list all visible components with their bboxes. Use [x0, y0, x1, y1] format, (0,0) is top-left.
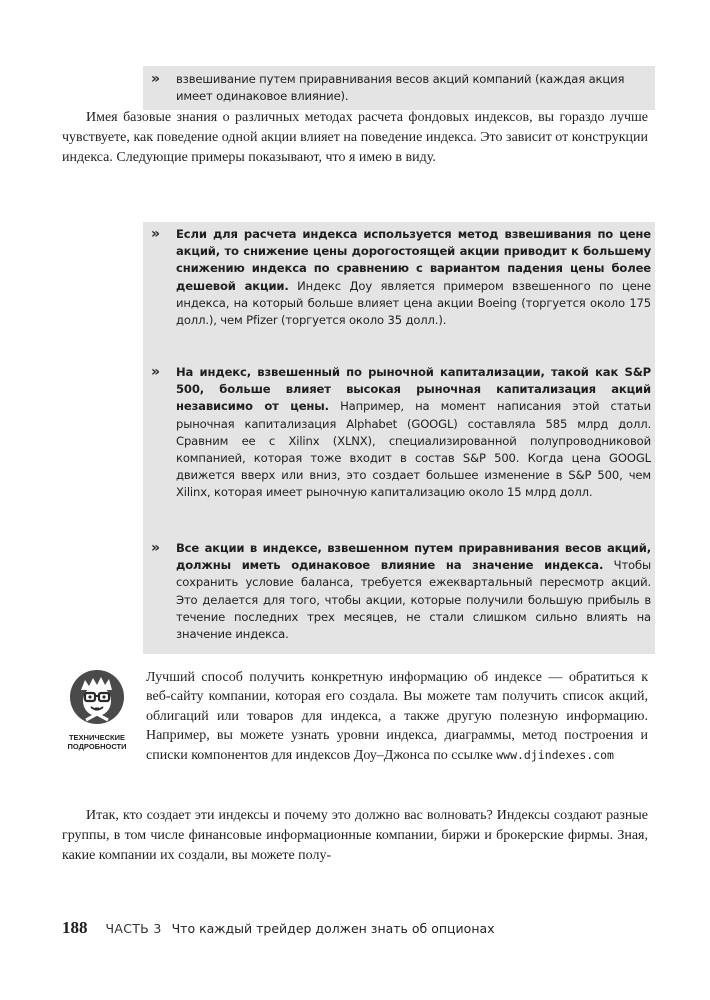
list-item-bold-lead: Если для расчета индекса используется метод взвешивания по цене акций, то снижение цены дорогостоящей акции приводит к большему снижению индекса по сравнению с вариантом падения цены более дешевой акции.: [176, 227, 651, 293]
list-item-bold-lead: Все акции в индексе, взвешенном путем приравнивания весов акций, должны иметь одинаковое влияние на значение индекса.: [176, 541, 651, 573]
list-item-body: Чтобы сохранить условие баланса, требуется ежеквартальный пересмотр акций. Это делается для того, чтобы акции, которые получили большую прибыль в течение последних трех месяцев, не стали слишком сильно влиять на значение индекса.: [176, 558, 652, 642]
bullet-marker: »: [151, 540, 161, 556]
list-item-bold-lead: На индекс, взвешенный по рыночной капитализации, такой как S&P 500, больше влияет высокая рыночная капитализация акций независимо от цены.: [176, 365, 651, 414]
list-item-text: [176, 364, 651, 502]
list-item: [143, 540, 651, 652]
chapter-title: Что каждый трейдер должен знать об опционах: [171, 921, 495, 936]
page-number: 188: [62, 918, 88, 937]
bullet-marker: »: [151, 71, 161, 87]
list-item-text: взвешивание путем приравнивания весов акций компаний (каждая акция имеет одинаковое влияние).: [176, 72, 625, 104]
technical-stuff-callout-icon: [62, 668, 132, 751]
bullet-marker: »: [151, 364, 161, 380]
list-item-text: [176, 540, 651, 643]
technical-stuff-nerd-icon: [62, 668, 132, 726]
bullet-marker: »: [151, 226, 161, 242]
icon-caption: [62, 733, 132, 751]
icon-caption-line: ПОДРОБНОСТИ: [67, 742, 127, 751]
list-item: [143, 226, 651, 360]
list-item-body: Индекс Доу является примером взвешенного по цене индекса, на который больше влияет цена акции Boeing (торгуется около 175 долл.), чем Pfizer (торгуется около 35 долл.).: [176, 278, 651, 328]
tip-text: Лучший способ получить конкретную информацию об индексе — обратиться к веб-сайту компании, которая его создала. Вы можете там получить список акций, облигаций или товаров для индекса, а также другую полезную информацию. Например, вы можете узнать уровни индекса, диаграммы, метод построения и списки компонентов для индексов Доу–Джонса по ссылке: [146, 670, 648, 763]
body-paragraph: Имея базовые знания о различных методах расчета фондовых индексов, вы гораздо лучше чувствуете, как поведение одной акции влияет на поведение индекса. Это зависит от конструкции индекса. Следующие примеры показывают, что я имею в виду.: [62, 110, 648, 165]
list-item-body: Например, на момент написания этой статьи рыночная капитализация Alphabet (GOOGL) составляла 585 млрд долл. Сравним ее с Xilinx (XLNX), специализированной полупроводниковой компанией, которая тоже входит в состав S&P 500. Когда цена GOOGL движется вверх или вниз, это создает большее изменение в S&P 500, чем Xilinx, которая имеет рыночную капитализацию около 15 млрд долл.: [176, 399, 651, 500]
url-text: www.djindexes.com: [496, 747, 614, 762]
list-item-text: [176, 226, 651, 329]
list-item: [143, 71, 651, 109]
list-item: [143, 364, 651, 536]
body-paragraph: Итак, кто создает эти индексы и почему это должно вас волновать? Индексы создают разные группы, в том числе финансовые информационные компании, биржи и брокерские фирмы. Зная, какие компании их создали, вы можете полу-: [62, 808, 648, 863]
tip-paragraph: [146, 668, 648, 765]
icon-caption-line: ТЕХНИЧЕСКИЕ: [68, 733, 126, 742]
page-footer: [62, 918, 495, 938]
part-label: ЧАСТЬ 3: [105, 921, 162, 936]
